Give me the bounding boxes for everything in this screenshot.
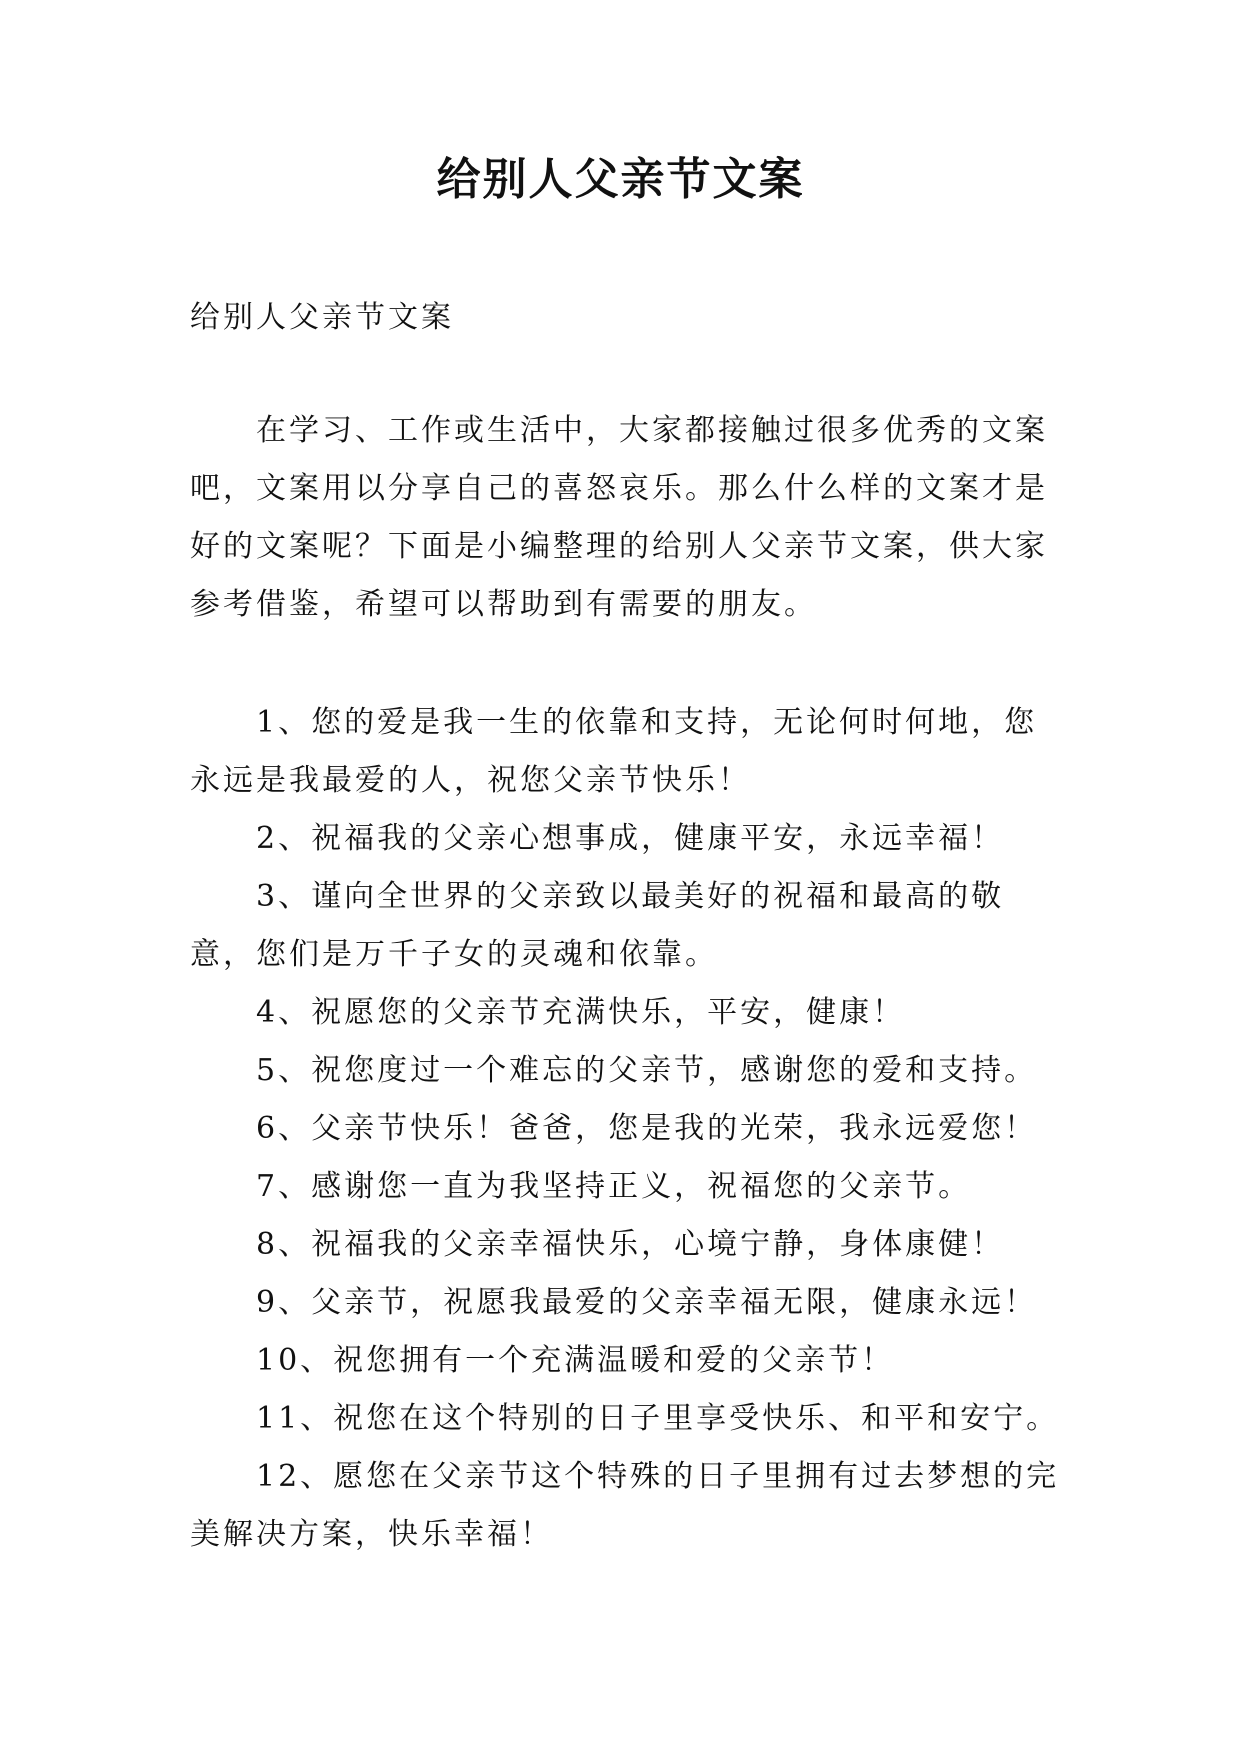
list-item: 10、祝您拥有一个充满温暖和爱的父亲节！ xyxy=(256,1343,895,1378)
list-item: 5、祝您度过一个难忘的父亲节，感谢您的爱和支持。 xyxy=(256,1053,1038,1088)
intro-paragraph: 在学习、工作或生活中，大家都接触过很多优秀的文案吧，文案用以分享自己的喜怒哀乐。那么什么样的文案才是好的文案呢？下面是小编整理的给别人父亲节文案，供大家参考借鉴，希望可以帮助到有需要的朋友。 xyxy=(190,413,1048,622)
list-item: 8、祝福我的父亲幸福快乐，心境宁静，身体康健！ xyxy=(256,1227,1005,1262)
list-item: 1、您的爱是我一生的依靠和支持，无论何时何地，您永远是我最爱的人，祝您父亲节快乐！ xyxy=(190,705,1038,798)
list-item: 2、祝福我的父亲心想事成，健康平安，永远幸福！ xyxy=(256,821,1005,856)
list-item: 6、父亲节快乐！爸爸，您是我的光荣，我永远爱您！ xyxy=(256,1111,1038,1146)
document-subtitle: 给别人父亲节文案 xyxy=(190,300,454,335)
document-title: 给别人父亲节文案 xyxy=(436,154,805,205)
list-item: 7、感谢您一直为我坚持正义，祝福您的父亲节。 xyxy=(256,1169,972,1204)
list-item: 11、祝您在这个特别的日子里享受快乐、和平和安宁。 xyxy=(256,1401,1060,1436)
wish-list xyxy=(190,694,1060,1564)
list-item: 4、祝愿您的父亲节充满快乐，平安，健康！ xyxy=(256,995,906,1030)
list-item: 12、愿您在父亲节这个特殊的日子里拥有过去梦想的完美解决方案，快乐幸福！ xyxy=(190,1459,1060,1552)
list-item: 3、谨向全世界的父亲致以最美好的祝福和最高的敬意，您们是万千子女的灵魂和依靠。 xyxy=(190,879,1005,972)
list-item: 9、父亲节，祝愿我最爱的父亲幸福无限，健康永远！ xyxy=(256,1285,1038,1320)
